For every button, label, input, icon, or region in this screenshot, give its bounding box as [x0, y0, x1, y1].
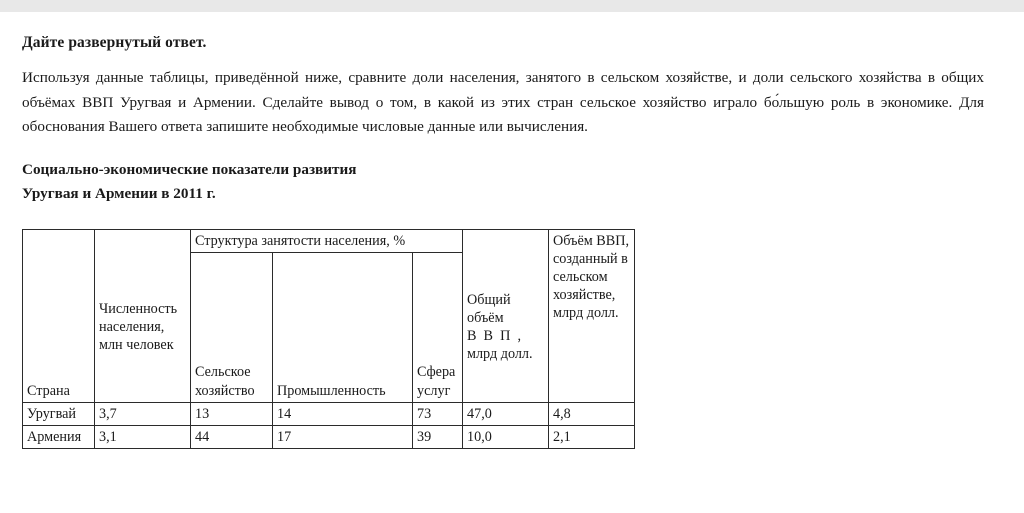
services-header: Сфера услуг [413, 252, 463, 402]
empty-corner-cell-2 [95, 229, 191, 252]
cell-country: Уругвай [23, 402, 95, 425]
empty-corner-cell-1 [23, 229, 95, 252]
gdp-total-header-line-2: объём [467, 309, 504, 326]
document-page [0, 12, 1024, 449]
gdp-total-header [463, 252, 549, 402]
gdp-total-header-line-1: Общий [467, 291, 511, 308]
cell-services: 73 [413, 402, 463, 425]
cell-agriculture: 44 [191, 425, 273, 448]
table-group-header-row [23, 229, 635, 252]
cell-industry: 14 [273, 402, 413, 425]
employment-structure-header: Структура занятости населения, % [191, 229, 463, 252]
industry-header: Промышленность [273, 252, 413, 402]
cell-gdp-total: 47,0 [463, 402, 549, 425]
gdp-total-header-line-4: млрд долл. [467, 346, 533, 363]
cell-country: Армения [23, 425, 95, 448]
country-header: Страна [23, 252, 95, 402]
cell-agriculture: 13 [191, 402, 273, 425]
table-row [23, 402, 635, 425]
task-description: Используя данные таблицы, приведённой ниже, сравните доли населения, занятого в сельском хозяйстве, и доли сельского хозяйства в общих объёмах ВВП Уругвая и Армении. Сделайте вывод о том, в какой из этих стран сельское хозяйство играло бо́льшую роль в экономике. Для обоснования Вашего ответа запишите необходимые числовые данные или вычисления. [22, 69, 984, 136]
table-title [22, 158, 1004, 207]
table-title-line-2: Уругвая и Армении в 2011 г. [22, 185, 216, 203]
table-row [23, 425, 635, 448]
cell-industry: 17 [273, 425, 413, 448]
table-title-line-1: Социально-экономические показатели развития [22, 160, 357, 178]
empty-corner-cell-3 [463, 229, 549, 252]
table-header-row [23, 252, 635, 402]
agriculture-header: Сельское хозяйство [191, 252, 273, 402]
gdp-agriculture-header: Объём ВВП, созданный в сельском хозяйстве, млрд долл. [549, 229, 635, 402]
page-title: Дайте развернутый ответ. [22, 34, 207, 51]
gdp-total-header-line-3: В В П , [467, 327, 521, 344]
cell-population: 3,1 [95, 425, 191, 448]
population-header: Численность населения, млн человек [95, 252, 191, 402]
cell-gdp-agriculture: 4,8 [549, 402, 635, 425]
cell-population: 3,7 [95, 402, 191, 425]
cell-gdp-agriculture: 2,1 [549, 425, 635, 448]
cell-gdp-total: 10,0 [463, 425, 549, 448]
cell-services: 39 [413, 425, 463, 448]
top-strip [0, 0, 1024, 12]
socio-economic-table [22, 229, 635, 450]
